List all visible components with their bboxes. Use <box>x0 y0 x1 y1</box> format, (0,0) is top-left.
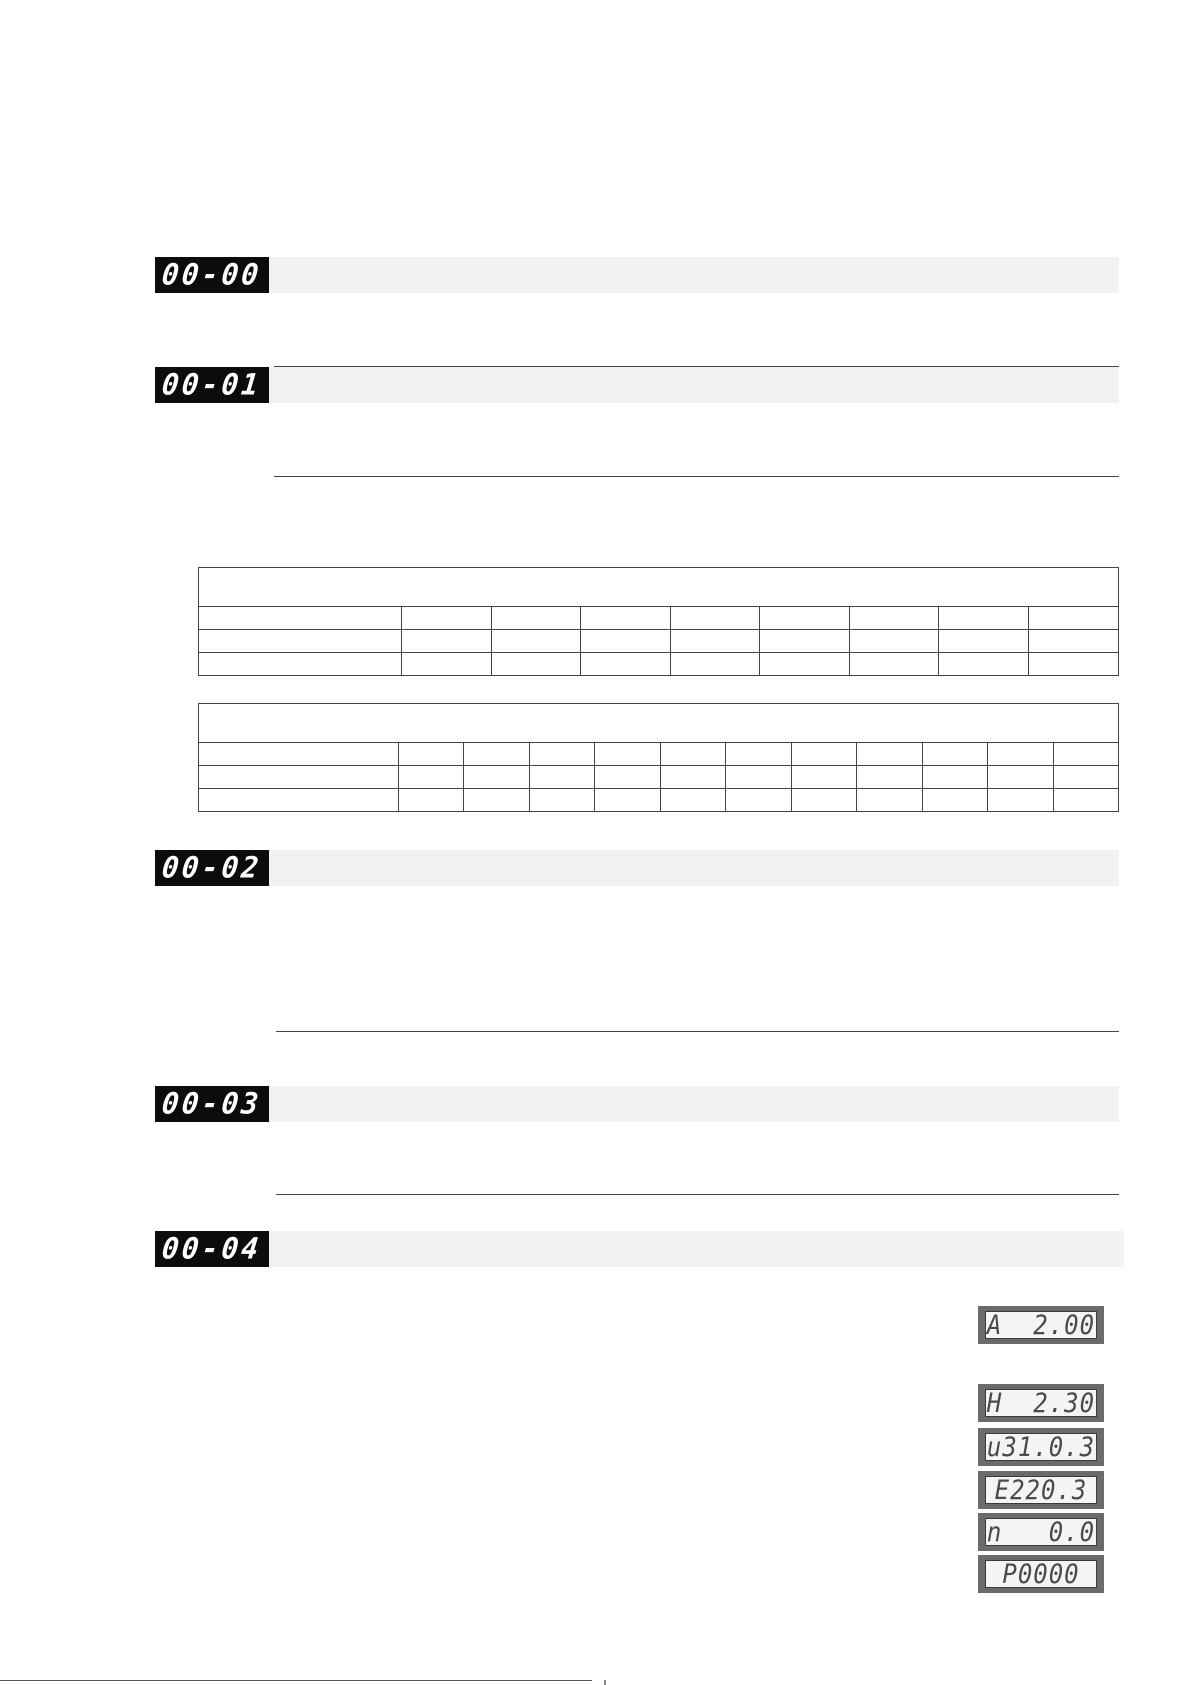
spec-table-2 <box>198 703 1119 812</box>
display-readout: n 0.0 <box>986 1518 1096 1546</box>
display-screen <box>985 1433 1097 1461</box>
param-row-00-03 <box>155 1086 1119 1122</box>
param-row-00-04 <box>155 1231 1124 1267</box>
table-row <box>199 630 1119 653</box>
keypad-display <box>978 1471 1104 1509</box>
param-code: 00-02 <box>160 850 264 885</box>
display-screen <box>985 1518 1097 1546</box>
param-title-bar <box>269 1231 1124 1267</box>
param-title-bar <box>269 850 1119 886</box>
spec-table-1 <box>198 567 1119 676</box>
table-row <box>199 653 1119 676</box>
section-divider <box>276 1031 1119 1032</box>
param-code-badge <box>155 1231 269 1267</box>
footer-mark <box>604 1680 606 1685</box>
section-divider <box>274 476 1119 477</box>
footer-divider <box>0 1680 592 1681</box>
keypad-display <box>978 1306 1104 1344</box>
param-code-badge <box>155 850 269 886</box>
param-row-00-02 <box>155 850 1119 886</box>
param-code: 00-03 <box>160 1086 264 1121</box>
table-row <box>199 743 1119 766</box>
table-row <box>199 766 1119 789</box>
param-title-bar <box>269 1086 1119 1122</box>
keypad-display <box>978 1384 1104 1422</box>
table-row <box>199 607 1119 630</box>
param-code: 00-04 <box>160 1231 264 1266</box>
table-row <box>199 789 1119 812</box>
display-readout: H 2.30 <box>986 1389 1096 1417</box>
param-title-bar <box>269 257 1119 293</box>
display-readout: A 2.00 <box>986 1311 1096 1339</box>
param-code-badge <box>155 1086 269 1122</box>
param-title-bar <box>269 367 1119 403</box>
keypad-display <box>978 1513 1104 1551</box>
display-screen <box>985 1389 1097 1417</box>
param-code: 00-00 <box>160 257 264 292</box>
display-screen <box>985 1311 1097 1339</box>
param-code-badge <box>155 367 269 403</box>
table-caption-row <box>199 568 1119 607</box>
display-screen <box>985 1560 1097 1588</box>
display-screen <box>985 1476 1097 1504</box>
keypad-display <box>978 1428 1104 1466</box>
keypad-display <box>978 1555 1104 1593</box>
table-caption-row <box>199 704 1119 743</box>
param-row-00-00 <box>155 257 1119 293</box>
display-readout: E220.3 <box>994 1476 1088 1504</box>
param-code: 00-01 <box>160 367 264 402</box>
display-readout: P0000 <box>1002 1560 1080 1588</box>
section-divider <box>276 1194 1119 1195</box>
display-readout: u31.0.3 <box>986 1433 1096 1461</box>
param-code-badge <box>155 257 269 293</box>
param-row-00-01 <box>155 367 1119 403</box>
